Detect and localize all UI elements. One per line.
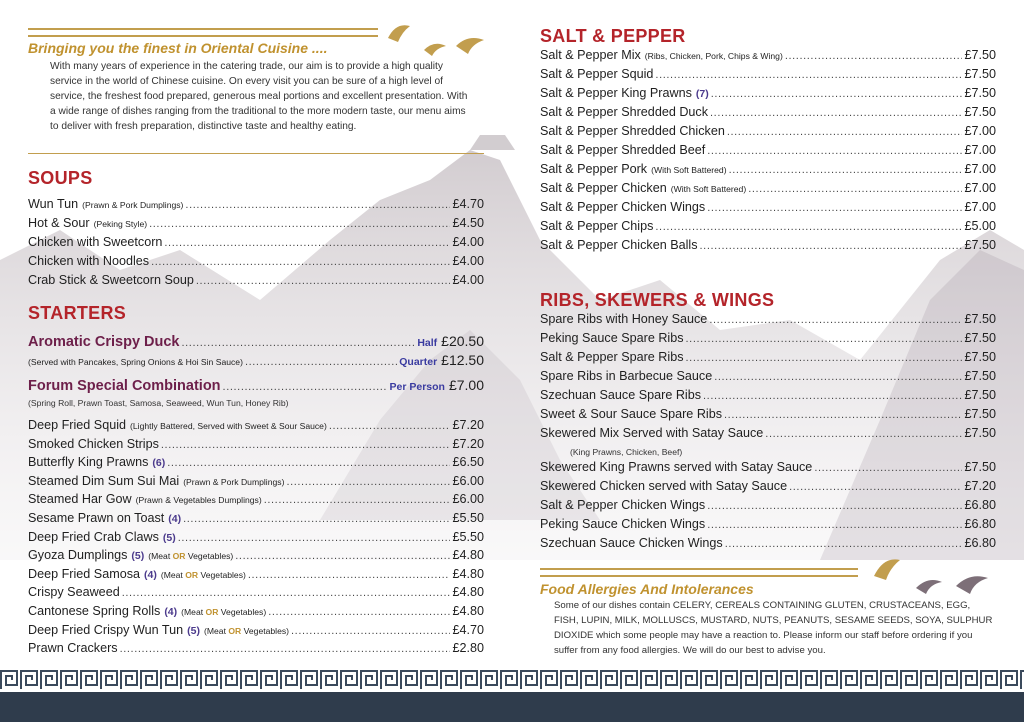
item-price: £6.80 [964,536,996,550]
item-price: £4.50 [452,216,484,230]
item-name: Szechuan Sauce Chicken Wings [540,536,723,550]
item-note: (Peking Style) [93,219,148,229]
combo-note: (Spring Roll, Prawn Toast, Samosa, Seaweed, Wun Tun, Honey Rib) [28,398,289,408]
item-name: Salt & Pepper Shredded Chicken [540,124,725,138]
item-note: (Prawn & Vegetables Dumplings) [135,495,262,506]
item-name: Smoked Chicken Strips [28,436,159,451]
item-name: Salt & Pepper King Prawns [540,86,692,100]
item-note [181,607,266,617]
item-note-pre: (Meat [181,607,204,617]
combo-price: £7.00 [448,377,484,393]
item-name: Salt & Pepper Shredded Duck [540,105,709,119]
leader-dots [725,536,963,550]
duck-quarter-price: £12.50 [441,352,484,368]
salt-pepper-title: SALT & PEPPER [540,26,686,46]
leader-dots [748,181,962,195]
item-count: (6) [152,457,166,470]
item-note-pre: (Meat [160,569,183,580]
item-price: £7.50 [964,48,996,62]
item-price: £5.00 [964,219,996,233]
item-name: Chicken with Noodles [28,254,150,268]
item-name: Salt & Pepper Chicken [540,181,667,195]
leader-dots [710,105,962,119]
item-name: Salt & Pepper Chicken Wings [540,498,706,512]
intro-top-rule [28,28,378,37]
duck-quarter-row[interactable] [28,352,484,371]
leader-dots [727,124,963,138]
item-note-post: Vegetables) [243,625,290,636]
item-price: £7.00 [964,181,996,195]
item-name: Chicken with Sweetcorn [28,235,163,249]
menu-item[interactable] [540,181,996,200]
item-note-or: OR [185,569,199,580]
duck-quarter-label: Quarter [399,356,438,368]
item-price: £7.50 [964,331,996,345]
item-name: Skewered Chicken served with Satay Sauce [540,479,788,493]
item-count: (4) [168,513,182,525]
item-price: £7.20 [452,436,484,451]
leader-dots [183,511,450,525]
item-name: Salt & Pepper Shredded Beef [540,143,706,157]
item-name: Crab Stick & Sweetcorn Soup [28,273,194,287]
leader-dots [151,254,450,268]
leader-dots [729,162,963,176]
item-price: £7.50 [964,426,996,440]
item-count: (7) [695,88,709,100]
item-name: Spare Ribs with Honey Sauce [540,312,708,326]
skewer-note: (King Prawns, Chicken, Beef) [570,447,683,457]
item-price: £4.00 [452,273,484,287]
item-name: Sesame Prawn on Toast [28,511,165,525]
greek-key-border [0,668,1024,692]
leader-dots [329,418,451,432]
leader-dots [286,474,450,488]
item-price: £4.80 [452,566,484,581]
item-name: Cantonese Spring Rolls [28,604,161,618]
leader-dots [814,460,962,474]
item-price: £7.50 [964,86,996,100]
leader-dots [707,498,962,512]
item-price: £7.50 [964,312,996,326]
item-price: £7.50 [964,105,996,119]
item-note: (Prawn & Pork Dumplings) [183,476,285,487]
item-name: Deep Fried Squid [28,418,127,432]
duck-row[interactable] [28,333,484,353]
menu-item[interactable] [540,460,996,479]
item-price: £2.80 [452,641,484,656]
menu-item[interactable] [28,530,484,549]
item-name: Skewered King Prawns served with Satay Sauce [540,460,813,474]
item-price: £7.50 [964,407,996,421]
item-note: (With Soft Battered) [670,184,747,194]
leader-dots [291,623,450,637]
leader-dots [167,455,450,469]
item-name: Salt & Pepper Pork [540,162,648,176]
menu-item[interactable] [28,548,484,567]
leader-dots [686,331,963,345]
ribs-title: RIBS, SKEWERS & WINGS [540,290,775,310]
menu-item[interactable] [540,479,996,498]
duck-note: (Served with Pancakes, Spring Onions & Hoi Sin Sauce) [28,357,243,367]
item-price: £7.50 [964,67,996,81]
leader-dots [149,216,450,230]
intro-bottom-rule [28,153,484,154]
item-price: £4.00 [452,254,484,268]
item-note: (Prawn & Pork Dumplings) [82,200,184,210]
allergy-top-rule [540,568,858,577]
item-note: (With Soft Battered) [651,165,727,175]
leader-dots [707,143,962,157]
item-note-pre: (Meat [148,551,171,562]
menu-item[interactable] [540,200,996,219]
item-name: Skewered Mix Served with Satay Sauce [540,426,764,440]
leader-dots [789,479,962,493]
leader-dots [120,641,451,655]
item-note-post: Vegetables) [187,551,234,562]
menu-item[interactable] [540,498,996,517]
menu-item[interactable] [540,105,996,124]
menu-item[interactable] [28,585,484,604]
menu-item[interactable] [28,216,484,235]
leader-dots [686,350,963,364]
item-note: (Lightly Battered, Served with Sweet & Sour Sauce) [130,421,327,431]
allergy-title: Food Allergies And Intolerances [540,581,754,597]
leader-dots [178,530,451,544]
item-price: £7.50 [964,388,996,402]
menu-item[interactable] [28,604,484,623]
duck-half-label: Half [417,337,438,349]
menu-item[interactable] [540,162,996,181]
leader-dots [264,492,451,506]
item-price: £4.80 [452,585,484,600]
item-name: Deep Fried Samosa [28,566,140,581]
combo-size-label: Per Person [389,381,445,393]
leader-dots [235,548,450,562]
item-price: £6.50 [452,455,484,470]
menu-item[interactable] [540,238,996,257]
menu-item[interactable] [540,143,996,162]
item-price: £7.50 [964,238,996,252]
item-price: £5.50 [452,511,484,525]
leader-dots [185,197,450,211]
menu-item[interactable] [28,492,484,511]
menu-item[interactable] [540,312,996,331]
leader-dots [711,86,963,100]
menu-item[interactable] [28,455,484,474]
item-price: £7.00 [964,162,996,176]
item-count: (5) [162,531,176,544]
menu-item[interactable] [540,124,996,143]
item-note-pre: (Meat [204,625,226,636]
item-price: £4.00 [452,235,484,249]
item-note: (Ribs, Chicken, Pork, Chips & Wing) [644,51,783,61]
menu-item[interactable] [540,48,996,67]
item-price: £4.70 [452,622,484,637]
menu-item[interactable] [28,235,484,254]
menu-item[interactable] [28,567,484,586]
leader-dots [785,48,963,62]
combo-name: Forum Special Combination [28,378,221,394]
item-price: £7.20 [964,479,996,493]
menu-item[interactable] [540,407,996,426]
item-name: Salt & Pepper Chicken Balls [540,238,698,252]
item-count: (4) [164,606,178,618]
item-note-post: Vegetables) [200,569,246,580]
leader-dots [707,200,962,214]
item-price: £7.00 [964,143,996,157]
item-note [204,626,289,636]
item-name: Sweet & Sour Sauce Spare Ribs [540,407,723,421]
item-price: £4.80 [452,548,484,563]
leader-dots [700,238,963,252]
item-name: Salt & Pepper Chicken Wings [540,200,706,214]
item-name: Salt & Pepper Squid [540,67,654,81]
intro-title: Bringing you the finest in Oriental Cuisine .... [28,40,328,56]
leader-dots [714,369,962,383]
item-name: Steamed Har Gow [28,492,132,507]
item-price: £7.20 [452,418,484,432]
menu-item[interactable] [540,331,996,350]
item-name: Salt & Pepper Chips [540,219,654,233]
item-count: (5) [131,550,145,563]
menu-item[interactable] [540,67,996,86]
item-price: £7.50 [964,350,996,364]
menu-item[interactable] [28,511,484,530]
leader-dots [703,388,962,402]
item-name: Deep Fried Crispy Wun Tun [28,622,184,637]
item-price: £4.80 [452,604,484,618]
item-price: £7.50 [964,369,996,383]
item-name: Spare Ribs in Barbecue Sauce [540,369,713,383]
item-name: Peking Sauce Chicken Wings [540,517,706,531]
item-count: (5) [187,624,200,637]
leader-dots [268,604,450,618]
item-name: Peking Sauce Spare Ribs [540,331,684,345]
item-name: Butterfly King Prawns [28,455,149,470]
allergy-text: Some of our dishes contain CELERY, CEREALS CONTAINING GLUTEN, CRUSTACEANS, EGG, FISH, LUPIN, MILK, MOLLUSCS, MUSTARD, NUTS, PEANUTS, SESAME SEEDS, SOYA, SULPHUR DIOXIDE which some people may have a reaction to. Please inform our staff before ordering if you suffer from any food allergies. We will do our best to advise you. [554,600,993,656]
soups-title: SOUPS [28,168,93,188]
item-price: £7.00 [964,124,996,138]
item-name: Deep Fried Crab Claws [28,529,159,544]
menu-item[interactable] [540,517,996,536]
item-note-or: OR [172,551,186,562]
menu-item[interactable] [28,254,484,273]
leader-dots [248,567,451,581]
footer-band [0,692,1024,722]
item-name: Steamed Dim Sum Sui Mai [28,473,180,488]
item-price: £6.00 [452,492,484,507]
leader-dots [707,517,962,531]
menu-item[interactable] [540,426,996,445]
starters-title: STARTERS [28,303,127,323]
menu-item[interactable] [540,388,996,407]
item-price: £6.80 [964,517,996,531]
item-price: £6.80 [964,498,996,512]
item-name: Hot & Sour [28,216,90,230]
item-note-or: OR [228,625,242,636]
cranes-icon [384,18,494,62]
menu-item[interactable] [28,623,484,642]
leader-dots [655,219,962,233]
leader-dots [122,585,451,599]
cranes-icon [870,552,1000,602]
leader-dots [196,273,451,287]
menu-item[interactable] [28,197,484,216]
menu-item[interactable] [540,86,996,105]
item-name: Salt & Pepper Spare Ribs [540,350,684,364]
item-price: £7.50 [964,460,996,474]
leader-dots [164,235,450,249]
item-price: £6.00 [452,473,484,488]
menu-item[interactable] [540,350,996,369]
item-name: Gyoza Dumplings [28,548,128,563]
menu-item[interactable] [28,273,484,292]
menu-item[interactable] [540,219,996,238]
leader-dots [161,437,451,451]
leader-dots [724,407,962,421]
duck-half-price: £20.50 [441,333,484,349]
menu-item[interactable] [28,641,484,660]
leader-dots [765,426,962,440]
item-name: Prawn Crackers [28,641,118,656]
leader-dots [655,67,962,81]
item-note-or: OR [205,607,219,617]
intro-text: With many years of experience in the catering trade, our aim is to provide a high quality service in the world of Chinese cuisine. On every visit you can be sure of a high level of service, the freshest food prepared, generous meal portions and excellent presentation. With a wide range of dishes ranging from the traditional to the more modern taste, our menu aims to deliver with fresh preparation, distinctive taste and healthy eating. [50,61,468,132]
item-note-post: Vegetables) [220,607,267,617]
item-name: Crispy Seaweed [28,585,120,600]
item-note [161,570,246,580]
item-name: Wun Tun [28,197,79,211]
item-name: Szechuan Sauce Spare Ribs [540,388,702,402]
item-price: £4.70 [452,197,484,211]
menu-item[interactable] [540,369,996,388]
menu-item[interactable] [28,437,484,456]
item-count: (4) [144,568,157,581]
item-price: £7.00 [964,200,996,214]
item-price: £5.50 [452,529,484,544]
leader-dots [709,312,962,326]
combo-row[interactable] [28,377,484,397]
item-name: Salt & Pepper Mix [540,48,641,62]
menu-item[interactable] [28,474,484,493]
duck-name: Aromatic Crispy Duck [28,334,180,350]
item-note [148,551,233,561]
menu-item[interactable] [28,418,484,437]
